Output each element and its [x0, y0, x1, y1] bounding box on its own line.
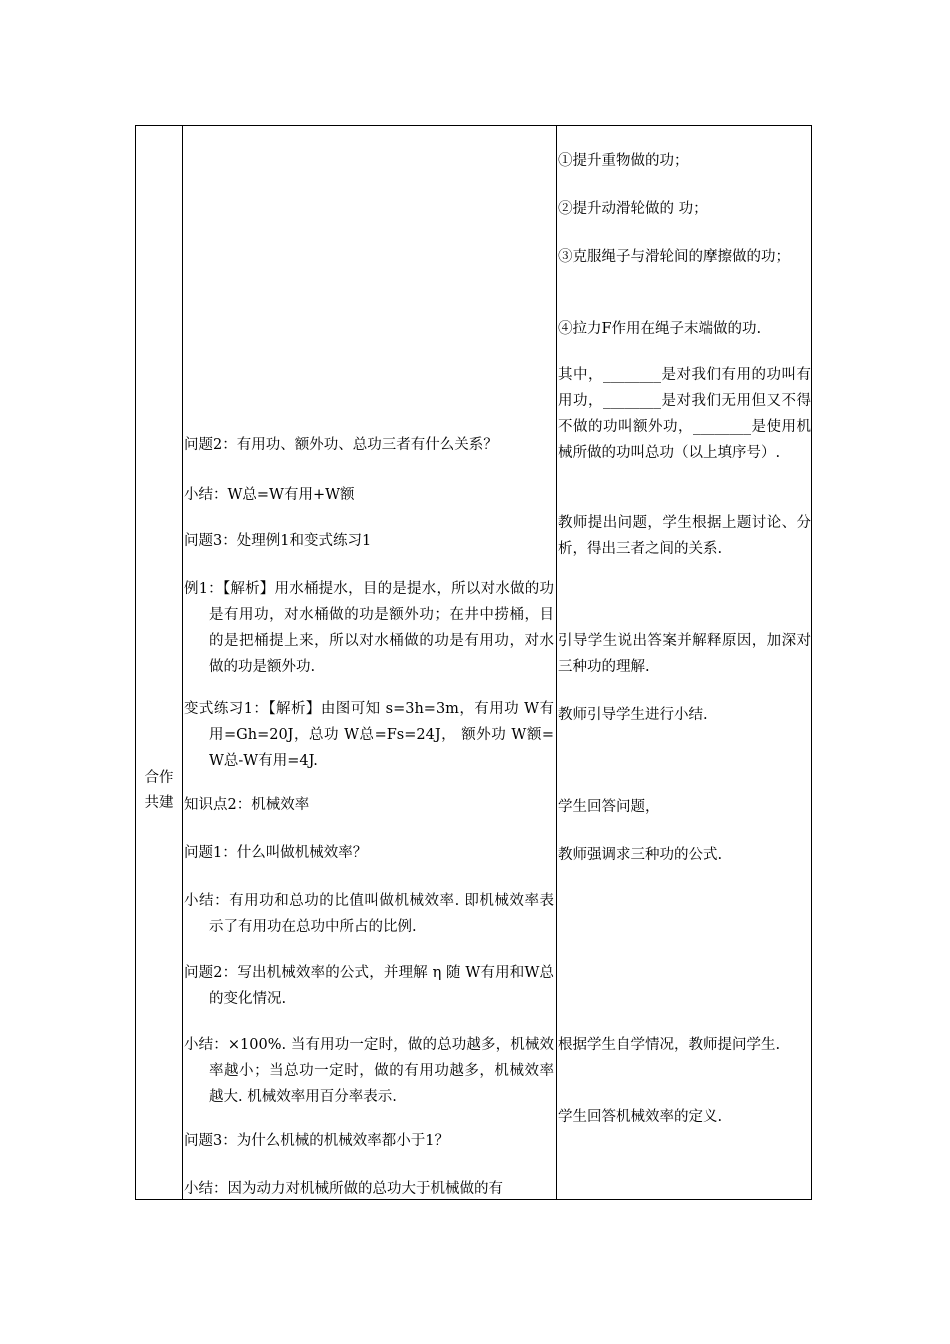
option-2: ②提升动滑轮做的 功；	[558, 201, 708, 217]
option-3: ③克服绳子与滑轮间的摩擦做的功；	[558, 249, 790, 265]
content-column	[184, 126, 554, 1199]
teacher-activity-4: 教师强调求三种功的公式.	[558, 847, 723, 863]
column-divider	[182, 126, 183, 1199]
teacher-activity-2: 引导学生说出答案并解释原因，加深对三种功的理解.	[558, 633, 811, 675]
summary-definition: 小结：有用功和总功的比值叫做机械效率. 即机械效率表示了有用功在总功中所占的比例.	[184, 893, 554, 935]
teacher-activity-1: 教师提出问题，学生根据上题讨论、分析，得出三者之间的关系.	[558, 515, 811, 557]
option-4: ④拉力F作用在绳子末端做的功.	[558, 321, 762, 337]
teacher-activity-5: 根据学生自学情况，教师提问学生.	[558, 1037, 781, 1053]
option-1: ①提升重物做的功；	[558, 153, 689, 169]
student-activity-2: 学生回答机械效率的定义.	[558, 1109, 723, 1125]
question-1-text: 问题1：什么叫做机械效率？	[184, 845, 368, 861]
stage-label-cell	[136, 766, 182, 816]
column-divider	[556, 126, 557, 1199]
teacher-activity-3: 教师引导学生进行小结.	[558, 707, 708, 723]
stage-label-line: 合作	[144, 770, 174, 786]
summary-formula	[184, 482, 554, 508]
example-1-analysis: 例1：【解析】用水桶提水，目的是提水，所以对水做的功是有用功，对水桶做的功是额外功；在井中捞桶，目的是把桶提上来，所以对水桶做的功是有用功，对水做的功是额外功.	[184, 581, 554, 675]
variant-exercise-analysis: 变式练习1：【解析】由图可知 s=3h=3m，有用功 W有用=Gh=20J，总功 W总=Fs=24J， 额外功 W额=W总-W有用=4J.	[184, 701, 554, 769]
lesson-table	[135, 125, 812, 1200]
summary-formula-text: 小结：W总=W有用+W额	[184, 487, 355, 503]
activity-column	[558, 126, 811, 1199]
question-2-text: 问题2：有用功、额外功、总功三者有什么关系？	[184, 437, 498, 453]
summary-efficiency: 小结：×100%. 当有用功一定时，做的总功越多，机械效率越小；当总功一定时，做的有用功越多，机械效率越大. 机械效率用百分率表示.	[184, 1037, 554, 1105]
question-3-text: 问题3：处理例1和变式练习1	[184, 533, 372, 549]
knowledge-point-2: 知识点2：机械效率	[184, 797, 310, 813]
student-activity-1: 学生回答问题，	[558, 799, 660, 815]
question-2b-text: 问题2：写出机械效率的公式，并理解 η 随 W有用和W总的变化情况.	[184, 965, 554, 1007]
question-3b-text: 问题3：为什么机械的机械效率都小于1？	[184, 1133, 449, 1149]
fill-in-question: 其中，________是对我们有用的功叫有用功，________是对我们无用但又不得不做的功叫额外功，________是使用机械所做的功叫总功（以上填序号）.	[558, 367, 811, 461]
summary-reason: 小结：因为动力对机械所做的总功大于机械做的有	[184, 1181, 503, 1197]
stage-label-line: 共建	[144, 795, 174, 811]
